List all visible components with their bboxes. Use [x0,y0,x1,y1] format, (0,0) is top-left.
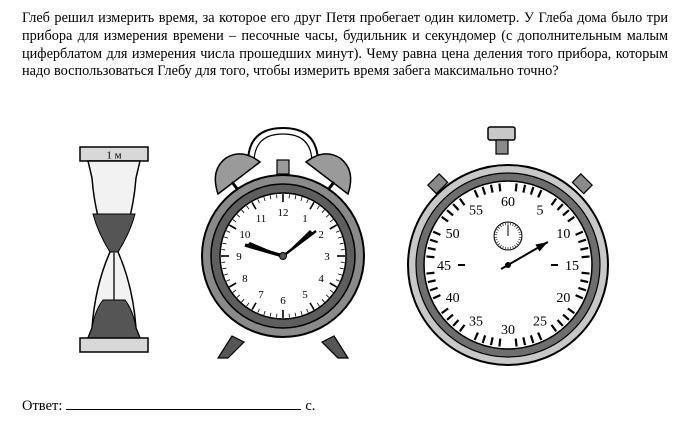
answer-blank-line[interactable] [66,395,301,410]
question-text: Глеб решил измерить время, за которое его друг Петя пробегает один километр. У Глеба дома было три прибора для измерения времени – песочные часы, будильник и секундомер (с дополнительным малым циферблатом для измерения числа прошедших минут). Чему равна цена деления того прибора, которым надо воспользоваться Глебу для того, чтобы измерить время забега максимально точно? [22,10,668,80]
alarm-numeral: 6 [280,295,286,307]
alarm-numeral: 9 [236,251,242,263]
alarm-numeral: 2 [318,229,324,241]
stopwatch-numeral: 15 [565,259,579,274]
stopwatch-numeral: 40 [445,291,460,306]
alarm-foot-left [218,336,244,358]
hourglass-upper-sand [93,214,135,252]
stopwatch-tick [499,183,500,191]
stopwatch-numeral: 50 [445,227,460,242]
stopwatch-tick [426,273,434,274]
hourglass-bottom-cap [80,338,148,352]
alarm-clock [202,128,364,358]
alarm-numeral: 12 [277,207,289,219]
stopwatch-numeral: 45 [437,259,451,274]
alarm-numeral: 10 [239,229,251,241]
stopwatch-numeral: 60 [501,195,515,210]
stopwatch [408,127,608,365]
stopwatch-tick [499,339,500,347]
answer-label: Ответ: [22,398,63,414]
stopwatch-numeral: 5 [536,203,544,219]
stopwatch-tick [582,256,590,257]
alarm-numeral: 3 [324,251,330,263]
alarm-foot-right [322,336,348,358]
stopwatch-tick [516,339,517,347]
stopwatch-numeral: 30 [501,323,515,338]
alarm-numeral: 1 [302,212,308,225]
hourglass-label: 1 м [106,149,122,162]
stopwatch-numeral: 35 [469,314,483,330]
stopwatch-crown [488,127,515,140]
alarm-numeral: 5 [302,289,308,302]
stopwatch-numeral: 10 [556,227,571,242]
hourglass [80,147,148,352]
alarm-numeral: 7 [258,289,264,302]
stopwatch-tick [582,273,590,274]
answer-unit: с. [305,398,316,414]
stopwatch-numeral: 25 [533,314,547,330]
answer-row [22,395,315,415]
stopwatch-numeral: 20 [556,291,571,306]
stopwatch-numeral: 55 [469,203,483,219]
stopwatch-tick [516,183,517,191]
alarm-numeral: 8 [242,273,248,285]
instruments-figure [0,118,689,378]
alarm-numeral: 11 [255,212,267,225]
alarm-numeral: 4 [318,273,324,285]
stopwatch-tick [426,256,434,257]
